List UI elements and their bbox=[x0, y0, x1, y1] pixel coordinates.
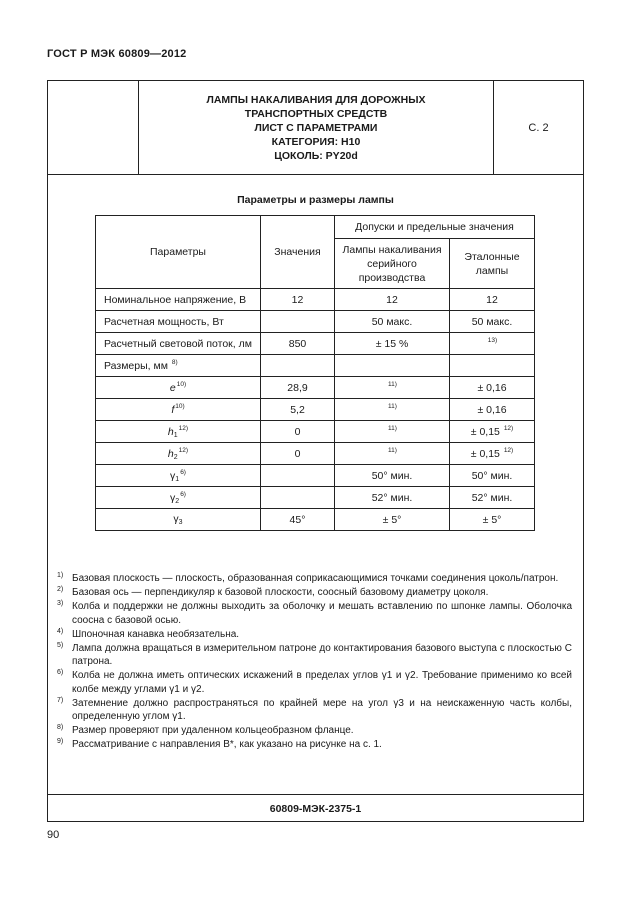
footnote bbox=[57, 586, 572, 599]
footnote bbox=[57, 572, 572, 585]
row-reference: 12 bbox=[450, 289, 535, 311]
footnote-ref: 10) bbox=[176, 381, 187, 388]
header-line-2: ТРАНСПОРТНЫХ СРЕДСТВ bbox=[244, 107, 388, 120]
row-reference bbox=[450, 355, 535, 377]
footnote bbox=[57, 724, 572, 737]
row-reference: ± 0,16 bbox=[450, 399, 535, 421]
row-serial bbox=[335, 443, 450, 465]
footnote-ref: 6) bbox=[180, 490, 186, 498]
reference-text: ± 0,15 bbox=[470, 426, 500, 438]
table-title: Параметры и размеры лампы bbox=[237, 194, 394, 206]
table-row bbox=[96, 399, 535, 421]
footnote-number: 3) bbox=[57, 600, 64, 608]
row-label: Расчетный световой поток, лм bbox=[96, 333, 261, 355]
reference-text: ± 0,15 bbox=[470, 448, 500, 460]
footnote-number: 5) bbox=[57, 642, 64, 650]
footnote bbox=[57, 628, 572, 641]
row-serial bbox=[335, 355, 450, 377]
row-value: 12 bbox=[261, 289, 335, 311]
row-value bbox=[261, 311, 335, 333]
symbol-text: h bbox=[167, 447, 174, 460]
header-left-cell bbox=[48, 81, 139, 174]
row-serial: 52° мин. bbox=[335, 487, 450, 509]
row-label bbox=[96, 355, 261, 377]
footnote-text: Колба и поддержки не должны выходить за оболочку и мешать вставлению по шпонке лампы. Оболочка соосна с базовой осью. bbox=[72, 601, 572, 626]
symbol-index: 1 bbox=[173, 431, 178, 439]
row-symbol bbox=[96, 487, 261, 509]
table-row bbox=[96, 377, 535, 399]
footnotes bbox=[57, 572, 572, 753]
row-label: Расчетная мощность, Вт bbox=[96, 311, 261, 333]
row-serial: ± 5° bbox=[335, 509, 450, 531]
footnote-ref: 13) bbox=[487, 337, 498, 344]
symbol-text: γ bbox=[173, 513, 179, 525]
symbol-text: γ bbox=[170, 469, 176, 482]
row-value bbox=[261, 355, 335, 377]
footer-divider bbox=[48, 794, 583, 795]
header-line-5: ЦОКОЛЬ: PY20d bbox=[274, 149, 358, 162]
row-reference: ± 0,16 bbox=[450, 377, 535, 399]
footnote-number: 4) bbox=[57, 627, 64, 635]
row-value: 0 bbox=[261, 421, 335, 443]
row-serial bbox=[335, 399, 450, 421]
header-line-3: ЛИСТ С ПАРАМЕТРАМИ bbox=[254, 121, 378, 134]
footnote-ref: 12) bbox=[178, 424, 189, 432]
footnote-text: Лампа должна вращаться в измерительном патроне до контактирования базового выступа с плоскостью C патрона. bbox=[72, 643, 572, 668]
row-reference: ± 5° bbox=[450, 509, 535, 531]
sheet-header bbox=[48, 81, 583, 175]
row-value: 850 bbox=[261, 333, 335, 355]
row-symbol bbox=[96, 399, 261, 421]
footnote-text: Шпоночная канавка необязательна. bbox=[72, 628, 240, 640]
row-reference bbox=[450, 421, 535, 443]
table-row bbox=[96, 443, 535, 465]
sheet-code: 60809-МЭК-2375-1 bbox=[269, 803, 362, 815]
footnote-ref: 10) bbox=[175, 403, 185, 410]
symbol-text: e bbox=[169, 382, 176, 394]
row-value: 45° bbox=[261, 509, 335, 531]
col-header-values: Значения bbox=[261, 216, 335, 289]
row-value bbox=[261, 487, 335, 509]
col-header-serial: Лампы накаливания серийного производства bbox=[335, 239, 450, 289]
footnote bbox=[57, 697, 572, 723]
header-line-1: ЛАМПЫ НАКАЛИВАНИЯ ДЛЯ ДОРОЖНЫХ bbox=[206, 93, 426, 106]
page-number: 90 bbox=[47, 829, 60, 841]
footnote-text: Базовая плоскость — плоскость, образованная соприкасающимися точками соединения цоколь/патрон. bbox=[72, 573, 559, 584]
footnote-text: Затемнение должно распространяться по крайней мере на угол γ3 и на неискаженную часть колбы, определенную углом γ1. bbox=[72, 697, 572, 723]
row-symbol bbox=[96, 421, 261, 443]
row-reference: 50° мин. bbox=[450, 465, 535, 487]
footnote-ref: 12) bbox=[503, 425, 514, 432]
row-serial: 12 bbox=[335, 289, 450, 311]
footnote-text: Рассматривание с направления B*, как указано на рисунке на с. 1. bbox=[72, 739, 382, 751]
header-line-4: КАТЕГОРИЯ: H10 bbox=[271, 135, 361, 148]
footnote-ref: 11) bbox=[388, 381, 397, 388]
symbol-index: 1 bbox=[175, 475, 180, 483]
footnote-ref: 8) bbox=[171, 359, 178, 366]
table-row bbox=[96, 421, 535, 443]
symbol-text: h bbox=[167, 425, 174, 438]
footnote-text: Колба не должна иметь оптических искажений в пределах углов γ1 и γ2. Требование применимо ко всей колбе между углами γ1 и γ2. bbox=[72, 670, 572, 695]
footnote-number: 8) bbox=[57, 724, 64, 732]
footnote-text: Размер проверяют при удаленном кольцеобразном фланце. bbox=[72, 725, 354, 737]
header-title-block bbox=[139, 81, 494, 174]
row-reference bbox=[450, 443, 535, 465]
row-symbol bbox=[96, 443, 261, 465]
symbol-text: γ bbox=[170, 491, 176, 504]
table-row bbox=[96, 509, 535, 531]
footnote-ref: 6) bbox=[180, 468, 186, 476]
row-serial: ± 15 % bbox=[335, 333, 450, 355]
row-serial: 50° мин. bbox=[335, 465, 450, 487]
row-value: 28,9 bbox=[261, 377, 335, 399]
col-header-reference: Эталонные лампы bbox=[450, 239, 535, 289]
symbol-text: f bbox=[171, 404, 175, 416]
row-symbol bbox=[96, 509, 261, 531]
row-reference: 52° мин. bbox=[450, 487, 535, 509]
col-header-params: Параметры bbox=[96, 216, 261, 289]
table-row bbox=[96, 487, 535, 509]
table-row bbox=[96, 333, 535, 355]
col-header-tolerances: Допуски и предельные значения bbox=[335, 216, 535, 239]
footnote-number: 9) bbox=[57, 738, 64, 746]
row-value bbox=[261, 465, 335, 487]
footnote-ref: 11) bbox=[388, 447, 397, 454]
row-symbol bbox=[96, 377, 261, 399]
footnote-number: 2) bbox=[57, 586, 64, 594]
standard-title: ГОСТ Р МЭК 60809—2012 bbox=[47, 48, 187, 60]
footnote-ref: 12) bbox=[178, 446, 189, 454]
footnote-ref: 11) bbox=[388, 425, 397, 432]
footnote bbox=[57, 669, 572, 695]
row-value: 5,2 bbox=[261, 399, 335, 421]
table-row bbox=[96, 311, 535, 333]
footnote bbox=[57, 738, 572, 751]
table-row bbox=[96, 355, 535, 377]
parameters-table bbox=[95, 215, 535, 531]
sheet-number: С. 2 bbox=[528, 121, 549, 134]
table-row bbox=[96, 289, 535, 311]
row-label-text: Размеры, мм bbox=[104, 360, 168, 372]
row-serial bbox=[335, 421, 450, 443]
symbol-index: 3 bbox=[178, 519, 183, 526]
row-symbol bbox=[96, 465, 261, 487]
row-label: Номинальное напряжение, В bbox=[96, 289, 261, 311]
row-reference bbox=[450, 333, 535, 355]
symbol-index: 2 bbox=[175, 497, 180, 505]
footnote-text: Базовая ось — перпендикуляр к базовой плоскости, соосный базовому диаметру цоколя. bbox=[72, 587, 489, 599]
symbol-index: 2 bbox=[173, 453, 178, 461]
footnote-number: 1) bbox=[57, 572, 64, 579]
row-serial: 50 макс. bbox=[335, 311, 450, 333]
footnote-number: 6) bbox=[57, 669, 64, 677]
row-value: 0 bbox=[261, 443, 335, 465]
footnote bbox=[57, 600, 572, 626]
row-reference: 50 макс. bbox=[450, 311, 535, 333]
footnote bbox=[57, 642, 572, 668]
table-row bbox=[96, 465, 535, 487]
row-serial bbox=[335, 377, 450, 399]
sheet-frame bbox=[47, 80, 584, 822]
footnote-number: 7) bbox=[57, 696, 64, 704]
footnote-ref: 12) bbox=[503, 447, 514, 454]
footnote-ref: 11) bbox=[388, 403, 397, 410]
